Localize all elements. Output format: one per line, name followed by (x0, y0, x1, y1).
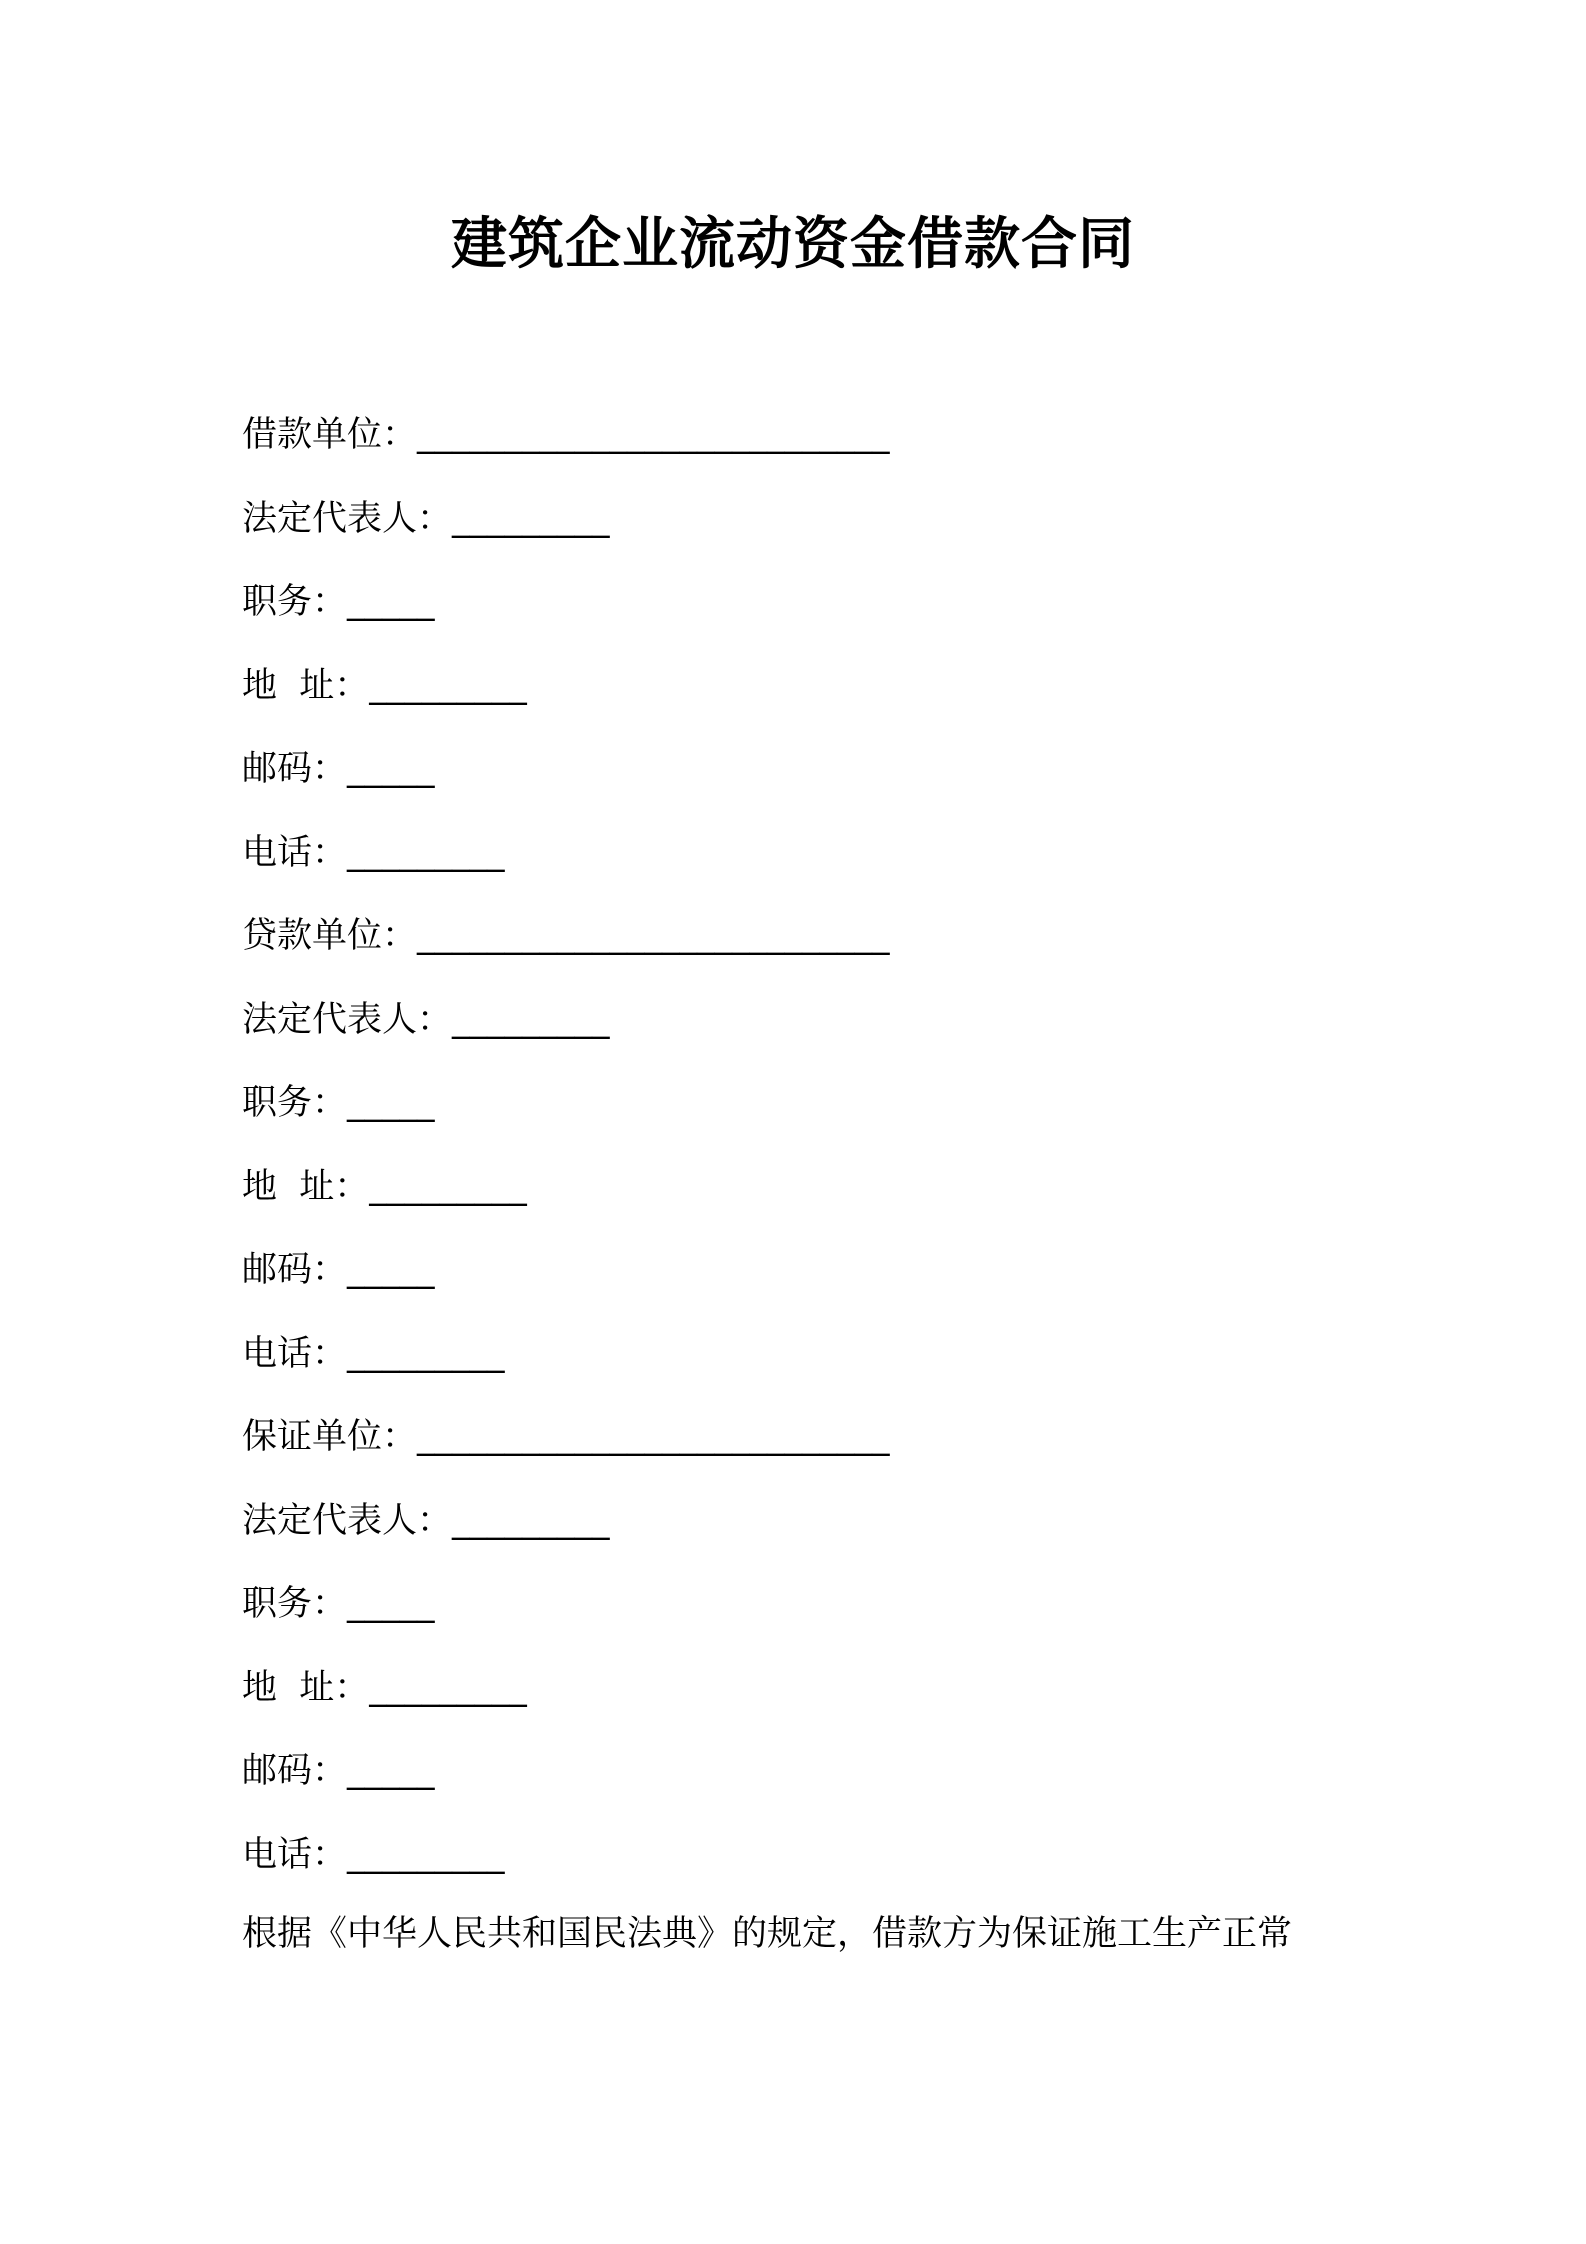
lender-phone-field (242, 1327, 1392, 1411)
field-blank: _________ (347, 832, 505, 873)
field-blank: _________ (369, 665, 527, 706)
field-blank: _________ (452, 999, 610, 1040)
field-blank: _____ (347, 749, 435, 789)
field-blank: ___________________________ (417, 415, 890, 455)
field-label: 电话： (242, 832, 348, 873)
field-blank: _____ (347, 582, 435, 622)
lender-unit-field (242, 909, 1392, 993)
borrower-postcode-field (242, 742, 1392, 826)
field-blank: _________ (369, 1667, 527, 1708)
field-blank: ___________________________ (417, 916, 890, 956)
field-label: 法定代表人： (242, 999, 453, 1040)
field-label: 法定代表人： (242, 498, 453, 539)
intro-paragraph: 根据《中华人民共和国民法典》的规定，借款方为保证施工生产正常 (242, 1914, 1293, 1954)
field-label: 地 址： (242, 1166, 370, 1207)
field-label: 电话： (242, 1834, 348, 1875)
document-title: 建筑企业流动资金借款合同 (451, 212, 1135, 277)
lender-postcode-field (242, 1243, 1392, 1327)
lender-position-field (242, 1076, 1392, 1160)
field-blank: _____ (347, 1751, 435, 1791)
party-fields (242, 408, 1392, 1911)
field-blank: _________ (347, 1333, 505, 1374)
field-blank: _____ (347, 1083, 435, 1123)
borrower-phone-field (242, 826, 1392, 910)
field-label: 借款单位： (242, 415, 418, 455)
guarantor-unit-field (242, 1410, 1392, 1494)
field-blank: _________ (369, 1166, 527, 1207)
guarantor-position-field (242, 1577, 1392, 1661)
field-label: 法定代表人： (242, 1500, 453, 1541)
field-blank: ___________________________ (417, 1417, 890, 1457)
guarantor-legal-rep-field (242, 1494, 1392, 1578)
field-label: 邮码： (242, 1751, 348, 1791)
field-label: 贷款单位： (242, 916, 418, 956)
lender-address-field (242, 1160, 1392, 1244)
field-label: 地 址： (242, 665, 370, 706)
field-blank: _________ (452, 1500, 610, 1541)
guarantor-address-field (242, 1661, 1392, 1745)
guarantor-phone-field (242, 1828, 1392, 1912)
field-label: 邮码： (242, 749, 348, 789)
field-label: 职务： (242, 1584, 348, 1624)
field-label: 职务： (242, 1083, 348, 1123)
borrower-legal-rep-field (242, 492, 1392, 576)
lender-legal-rep-field (242, 993, 1392, 1077)
borrower-address-field (242, 659, 1392, 743)
field-label: 职务： (242, 582, 348, 622)
borrower-unit-field (242, 408, 1392, 492)
field-blank: _________ (452, 498, 610, 539)
field-label: 邮码： (242, 1250, 348, 1290)
field-label: 地 址： (242, 1667, 370, 1708)
field-blank: _____ (347, 1584, 435, 1624)
field-label: 电话： (242, 1333, 348, 1374)
borrower-position-field (242, 575, 1392, 659)
field-label: 保证单位： (242, 1417, 418, 1457)
guarantor-postcode-field (242, 1744, 1392, 1828)
field-blank: _________ (347, 1834, 505, 1875)
field-blank: _____ (347, 1250, 435, 1290)
